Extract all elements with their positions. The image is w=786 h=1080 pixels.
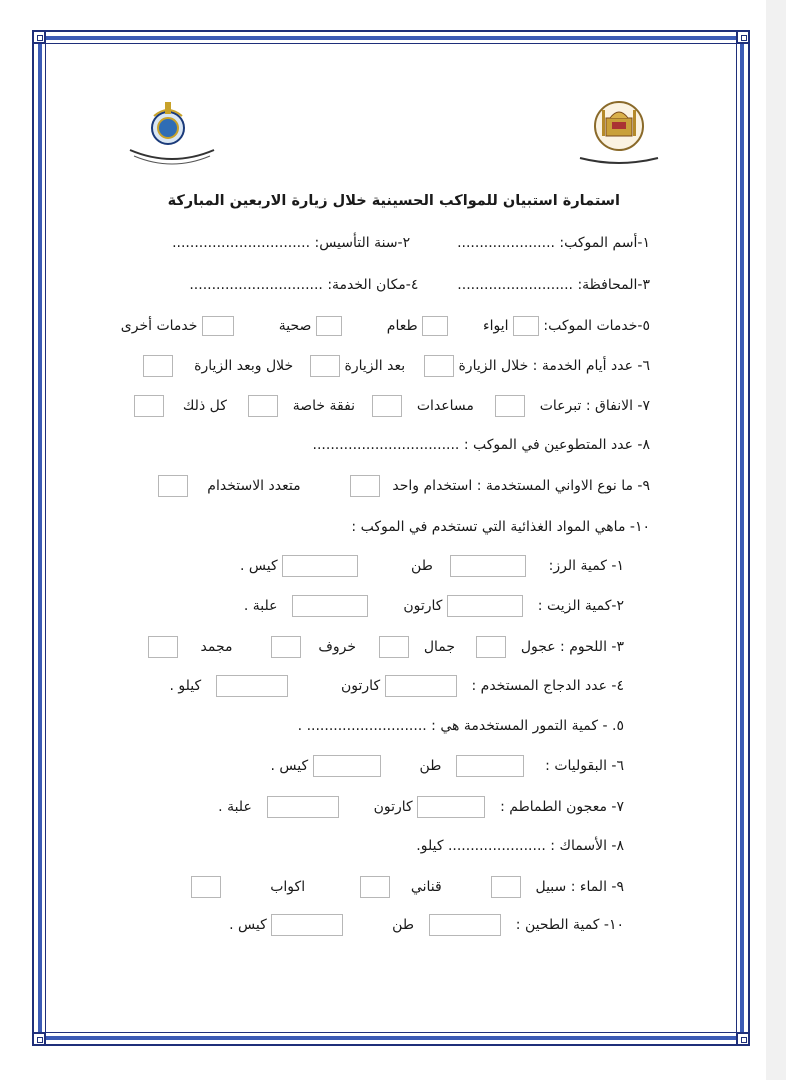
spending-label: ٧- الانفاق : تبرعات	[539, 398, 650, 414]
checkbox-bottles[interactable]	[360, 876, 390, 898]
option-bottles: قناني	[410, 879, 442, 895]
row-fish	[416, 834, 624, 858]
dates-quantity-field[interactable]: ٥. - كمية التمور المستخدمة هي : ........................... .	[297, 718, 624, 734]
flour-ton-input[interactable]	[429, 914, 501, 936]
service-days-label: ٦- عدد أيام الخدمة : خلال الزيارة	[458, 358, 650, 374]
row-q5-services	[121, 314, 650, 338]
rice-ton-input[interactable]	[450, 555, 526, 577]
checkbox-calves[interactable]	[476, 636, 506, 658]
option-shelter: ايواء	[483, 318, 509, 334]
checkbox-donations[interactable]	[495, 395, 525, 417]
border-corner	[736, 1032, 750, 1046]
chicken-kilo-input[interactable]	[216, 675, 288, 697]
chicken-kilo-unit: كيلو .	[169, 678, 202, 694]
checkbox-frozen[interactable]	[148, 636, 178, 658]
checkbox-sabeel[interactable]	[491, 876, 521, 898]
rice-ton-unit: طن	[411, 558, 433, 574]
services-label: ٥-خدمات الموكب:	[543, 318, 650, 334]
fish-quantity-field[interactable]: ٨- الأسماك : ...................... كيلو.	[416, 838, 624, 854]
checkbox-after-visit[interactable]	[310, 355, 340, 377]
row-tomato-paste	[218, 795, 624, 819]
checkbox-aid[interactable]	[372, 395, 402, 417]
option-other-services: خدمات أخرى	[120, 318, 198, 334]
option-camels: جمال	[423, 639, 455, 655]
tomato-paste-label: ٧- معجون الطماطم :	[500, 799, 624, 815]
option-aid: مساعدات	[416, 398, 474, 414]
procession-name-field[interactable]: ١-أسم الموكب: ......................	[457, 235, 650, 251]
oil-can-input[interactable]	[292, 595, 368, 617]
border-corner	[32, 30, 46, 44]
checkbox-other-services[interactable]	[202, 316, 234, 336]
option-sheep: خروف	[318, 639, 356, 655]
row-oil	[244, 594, 624, 618]
legumes-ton-input[interactable]	[456, 755, 524, 777]
row-q3-q4	[189, 273, 650, 297]
row-q1-q2	[172, 231, 650, 255]
utensils-label: ٩- ما نوع الاواني المستخدمة : استخدام واحد	[392, 478, 650, 494]
option-cups: اكواب	[270, 879, 306, 895]
left-emblem-logo	[126, 96, 218, 166]
service-place-field[interactable]: ٤-مكان الخدمة: ..............................	[189, 277, 419, 293]
checkbox-shelter[interactable]	[513, 316, 539, 336]
row-dates	[298, 714, 624, 738]
row-water	[191, 875, 624, 899]
tomato-paste-can-input[interactable]	[267, 796, 339, 818]
tomato-paste-carton-input[interactable]	[417, 796, 485, 818]
row-q7-spending	[134, 394, 650, 418]
checkbox-multi-use[interactable]	[158, 475, 188, 497]
option-after-visit: بعد الزيارة	[344, 358, 406, 374]
checkbox-during-visit[interactable]	[424, 355, 454, 377]
checkbox-camels[interactable]	[379, 636, 409, 658]
chicken-label: ٤- عدد الدجاج المستخدم :	[471, 678, 624, 694]
oil-label: ٢-كمية الزيت :	[537, 598, 624, 614]
tomato-paste-carton-unit: كارتون	[373, 799, 413, 815]
option-food: طعام	[386, 318, 418, 334]
flour-label: ١٠- كمية الطحين :	[515, 917, 624, 933]
rice-bag-input[interactable]	[282, 555, 358, 577]
checkbox-during-and-after[interactable]	[143, 355, 173, 377]
food-materials-heading: ١٠- ماهي المواد الغذائية التي تستخدم في الموكب :	[351, 519, 650, 535]
oil-carton-unit: كارتون	[403, 598, 443, 614]
legumes-bag-unit: كيس .	[270, 758, 309, 774]
row-meat	[148, 635, 624, 659]
option-frozen: مجمد	[200, 639, 233, 655]
option-health: صحية	[278, 318, 312, 334]
governorate-field[interactable]: ٣-المحافظة: ..........................	[457, 277, 650, 293]
row-q9-utensils	[158, 474, 650, 498]
water-label: ٩- الماء : سبيل	[535, 879, 624, 895]
row-chicken	[170, 674, 624, 698]
option-all-of-them: كل ذلك	[182, 398, 227, 414]
chicken-carton-unit: كارتون	[341, 678, 381, 694]
oil-carton-input[interactable]	[447, 595, 523, 617]
row-legumes	[271, 754, 624, 778]
checkbox-single-use[interactable]	[350, 475, 380, 497]
flour-bag-unit: كيس .	[229, 917, 267, 933]
option-private-expense: نفقة خاصة	[292, 398, 356, 414]
rice-label: ١- كمية الرز:	[548, 558, 624, 574]
checkbox-sheep[interactable]	[271, 636, 301, 658]
founding-year-field[interactable]: ٢-سنة التأسيس: ...............................	[172, 235, 411, 251]
option-multi-use: متعدد الاستخدام	[207, 478, 301, 494]
legumes-ton-unit: طن	[419, 758, 442, 774]
right-emblem-logo	[578, 98, 660, 168]
row-rice	[240, 554, 624, 578]
tomato-paste-can-unit: علبة .	[218, 799, 252, 815]
flour-ton-unit: طن	[392, 917, 414, 933]
row-q6-service-days	[143, 354, 650, 378]
volunteers-count-field[interactable]: ٨- عدد المتطوعين في الموكب : .................................	[312, 437, 650, 453]
row-flour	[229, 913, 624, 937]
checkbox-all-of-them[interactable]	[134, 395, 164, 417]
oil-can-unit: علبة .	[243, 598, 278, 614]
scan-edge	[766, 0, 786, 1080]
border-corner	[736, 30, 750, 44]
row-q8-volunteers	[313, 433, 650, 457]
legumes-label: ٦- البقوليات :	[545, 758, 624, 774]
meat-label: ٣- اللحوم : عجول	[520, 639, 624, 655]
legumes-bag-input[interactable]	[313, 755, 381, 777]
checkbox-food[interactable]	[422, 316, 448, 336]
checkbox-health[interactable]	[316, 316, 342, 336]
checkbox-cups[interactable]	[191, 876, 221, 898]
row-q10-food-materials	[351, 515, 650, 539]
flour-bag-input[interactable]	[271, 914, 343, 936]
rice-bag-unit: كيس .	[240, 558, 278, 574]
chicken-carton-input[interactable]	[385, 675, 457, 697]
border-corner	[32, 1032, 46, 1046]
option-during-and-after: خلال وبعد الزيارة	[194, 358, 294, 374]
form-title: استمارة استبيان للمواكب الحسينية خلال زيارة الاربعين المباركة	[167, 193, 620, 209]
checkbox-private-expense[interactable]	[248, 395, 278, 417]
